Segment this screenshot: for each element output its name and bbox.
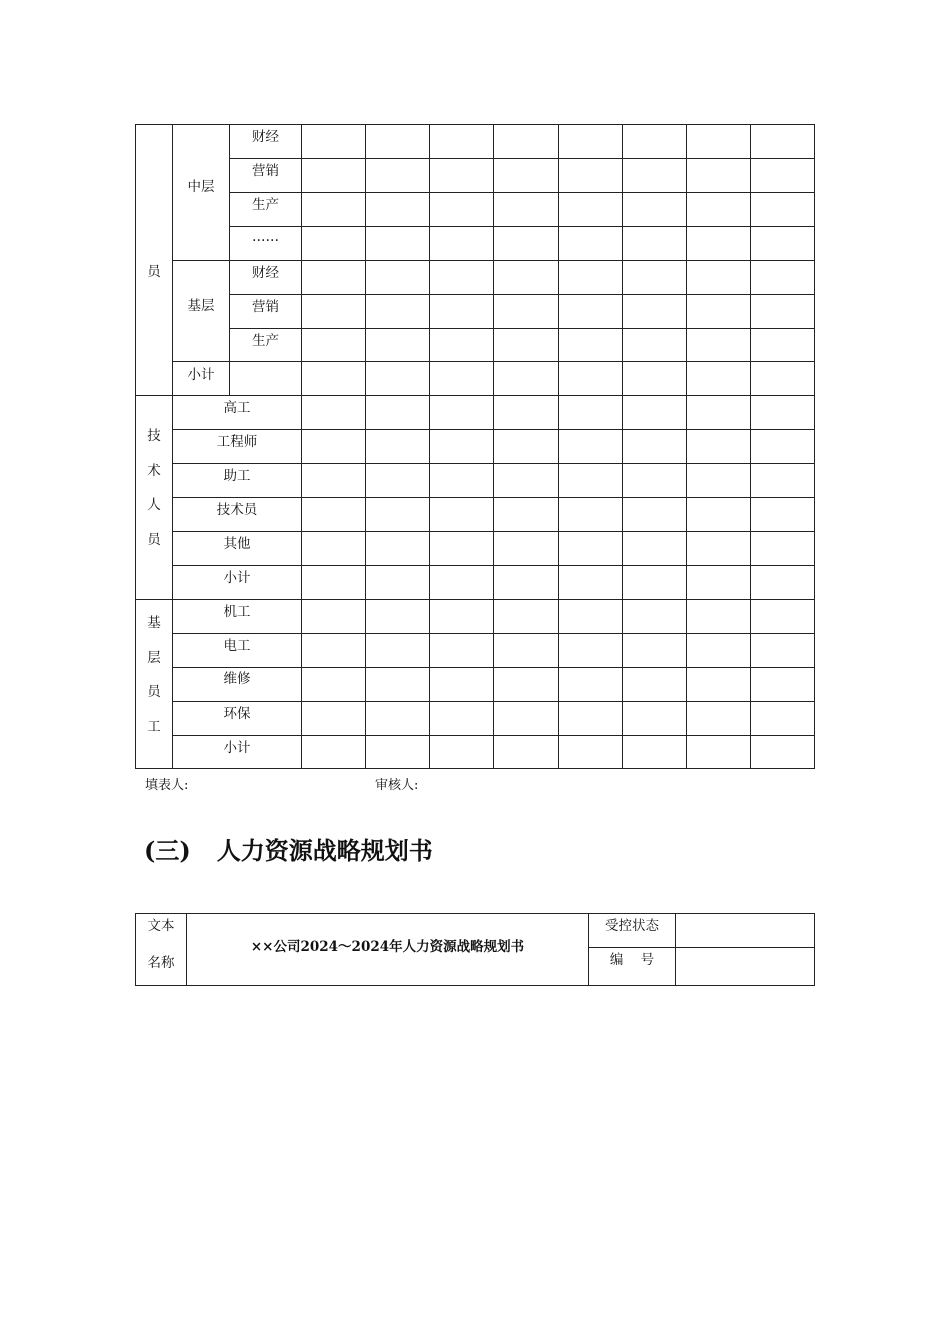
doc-name-label-line1: 文本 <box>147 918 175 935</box>
group-label-management: 员 <box>147 264 161 281</box>
row-label: 营销 <box>252 163 279 180</box>
row-label: …… <box>252 229 279 246</box>
row-label: 维修 <box>223 671 251 688</box>
group-label-frontline: 基 层 员 工 <box>147 615 161 735</box>
row-label: 小计 <box>223 570 251 587</box>
row-label: 工程师 <box>216 434 258 451</box>
section-heading <box>144 831 433 866</box>
row-label: 财经 <box>252 265 279 282</box>
section-number: (三) <box>144 836 191 865</box>
row-label: 营销 <box>252 299 279 316</box>
row-label: 小计 <box>223 740 251 757</box>
row-label: 生产 <box>252 333 279 350</box>
row-label: 其他 <box>223 536 251 553</box>
control-status-value[interactable] <box>676 914 814 947</box>
middle-level-label: 中层 <box>187 179 215 196</box>
filler-label: 填表人: <box>145 778 189 793</box>
group-label-technical: 技 术 人 员 <box>147 428 161 548</box>
doc-title: ××公司2024～2024年人力资源战略规划书 <box>250 939 525 955</box>
row-label: 助工 <box>223 468 251 485</box>
section-title: 人力资源战略规划书 <box>216 836 433 865</box>
row-label: 机工 <box>223 604 251 621</box>
row-label: 生产 <box>252 197 279 214</box>
reviewer-label: 审核人: <box>375 778 419 793</box>
row-label: 电工 <box>223 638 251 655</box>
row-label: 财经 <box>252 129 279 146</box>
document-number-value[interactable] <box>676 948 814 985</box>
row-label: 环保 <box>223 706 251 723</box>
row-label: 高工 <box>223 400 251 417</box>
base-level-label: 基层 <box>187 298 215 315</box>
doc-name-label-line2: 名称 <box>147 955 175 972</box>
control-status-label: 受控状态 <box>605 918 659 935</box>
subtotal-label: 小计 <box>187 367 215 384</box>
row-label: 技术员 <box>216 502 258 519</box>
document-number-label: 编 号 <box>609 952 655 969</box>
